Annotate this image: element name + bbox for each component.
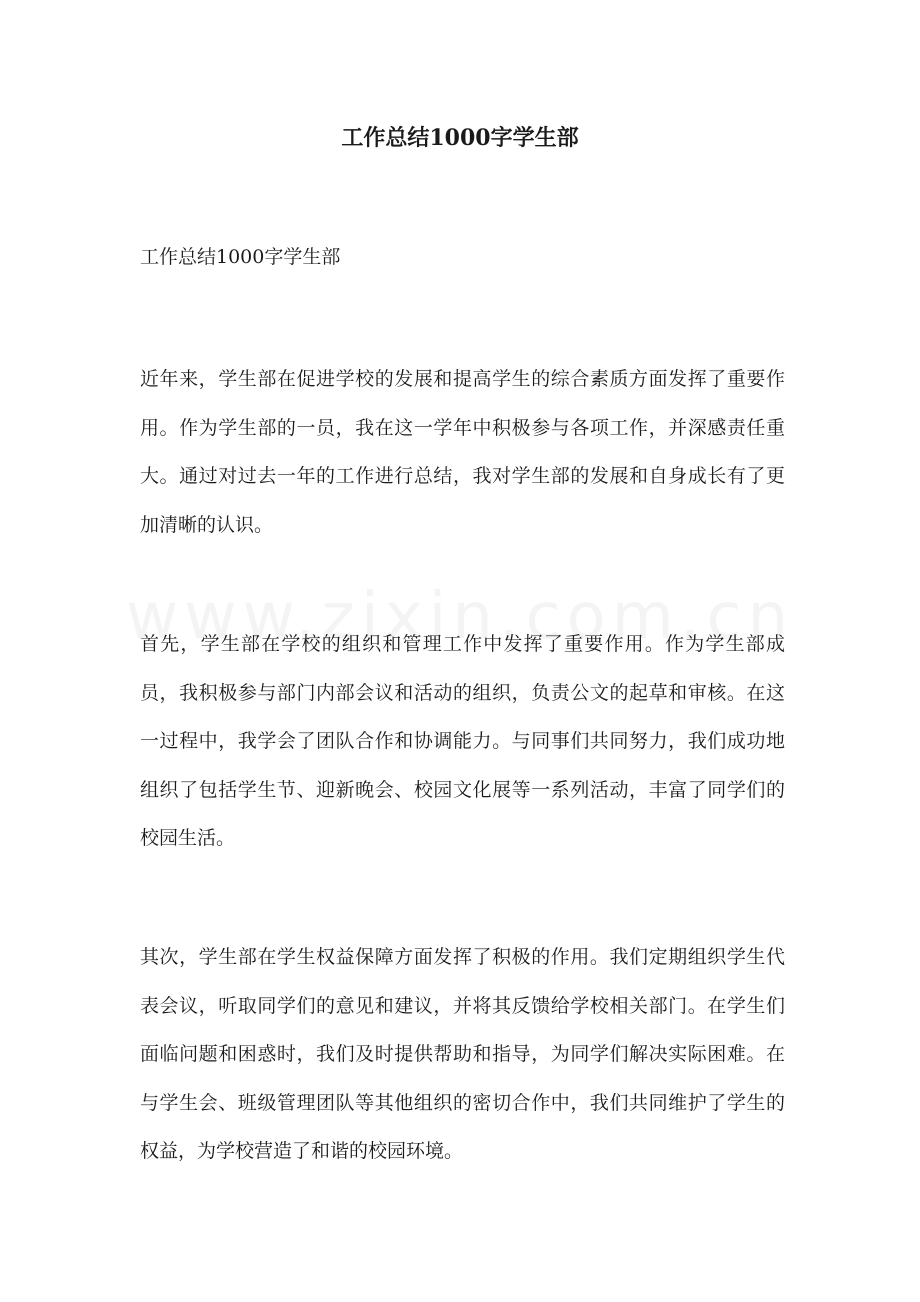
- paragraph-1: 近年来，学生部在促进学校的发展和提高学生的综合素质方面发挥了重要作用。作为学生部的一员，我在这一学年中积极参与各项工作，并深感责任重大。通过对过去一年的工作进行总结，我对学生部的发展和自身成长有了更加清晰的认识。: [140, 368, 785, 536]
- document-subtitle: 工作总结1000字学生部: [140, 246, 341, 268]
- paragraph-3: 其次，学生部在学生权益保障方面发挥了积极的作用。我们定期组织学生代表会议，听取同学们的意见和建议，并将其反馈给学校相关部门。在学生们面临问题和困惑时，我们及时提供帮助和指导，为同学们解决实际困难。在与学生会、班级管理团队等其他组织的密切合作中，我们共同维护了学生的权益，为学校营造了和谐的校园环境。: [140, 946, 785, 1162]
- document-title: 工作总结1000字学生部: [341, 125, 579, 151]
- paragraph-2: 首先，学生部在学校的组织和管理工作中发挥了重要作用。作为学生部成员，我积极参与部门内部会议和活动的组织，负责公文的起草和审核。在这一过程中，我学会了团队合作和协调能力。与同事们共同努力，我们成功地组织了包括学生节、迎新晚会、校园文化展等一系列活动，丰富了同学们的校园生活。: [140, 633, 785, 849]
